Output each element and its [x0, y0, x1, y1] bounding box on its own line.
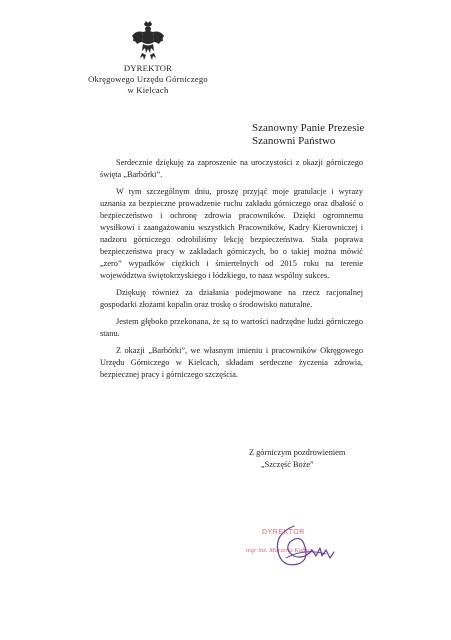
salutation-line-1: Szanowny Panie Prezesie	[252, 122, 365, 134]
letterhead-title: DYREKTOR	[123, 63, 173, 73]
stamp-title: DYREKTOR	[262, 529, 305, 536]
closing-greeting: Z górniczym pozdrowieniem	[249, 448, 346, 457]
closing-motto: „Szczęść Boże”	[261, 460, 314, 469]
polish-eagle-emblem-icon	[130, 20, 166, 62]
stamp-name: mgr inż. Marzena Kubisz	[246, 547, 313, 554]
paragraph-congratulations: W tym szczególnym dniu, proszę przyjąć moje gratulacje i wyrazy uznania za bezpieczne prowadzenie ruchu zakładu górniczego oraz dbałość o bezpieczeństwo i ochronę zdrowia pracowników. Dzięki ogromnemu wysiłkowi i zaangażowaniu wszystkich Pracowników, Kadry Kierowniczej i nadzoru górniczego odrobiliśmy lekcję bezpieczeństwa. Stała poprawa bezpieczeństwa pracy w zakładach górniczych, bo o takiej można mówić „zero” wypadków ciężkich i śmiertelnych od 2015 roku na terenie województwa świętokrzyskiego i łódzkiego, to nasz wspólny sukces.	[100, 187, 363, 280]
paragraph-values: Jestem głęboko przekonana, że są to wartości nadrzędne ludzi górniczego stanu.	[100, 317, 363, 338]
salutation	[252, 122, 364, 148]
paragraph-resources: Dziękuję również za działania podejmowane na rzecz racjonalnej gospodarki złożami kopalin oraz troskę o środowisko naturalne.	[100, 288, 363, 309]
letter-body	[100, 157, 363, 386]
paragraph-wishes: Z okazji „Barbórki”, we własnym imieniu i pracowników Okręgowego Urzędu Górniczego w Kielcach, składam serdeczne życzenia zdrowia, bezpiecznej pracy i górniczego szczęścia.	[100, 346, 363, 379]
letterhead	[60, 63, 236, 96]
salutation-line-2: Szanowni Państwo	[252, 135, 336, 147]
closing	[249, 447, 345, 471]
paragraph-invitation-thanks: Serdecznie dziękuję za zaproszenie na uroczystości z okazji górniczego święta „Barbórki”.	[100, 158, 363, 179]
handwritten-signature	[264, 520, 344, 576]
letterhead-city: w Kielcach	[127, 85, 169, 95]
letterhead-office: Okręgowego Urzędu Górniczego	[88, 74, 208, 84]
